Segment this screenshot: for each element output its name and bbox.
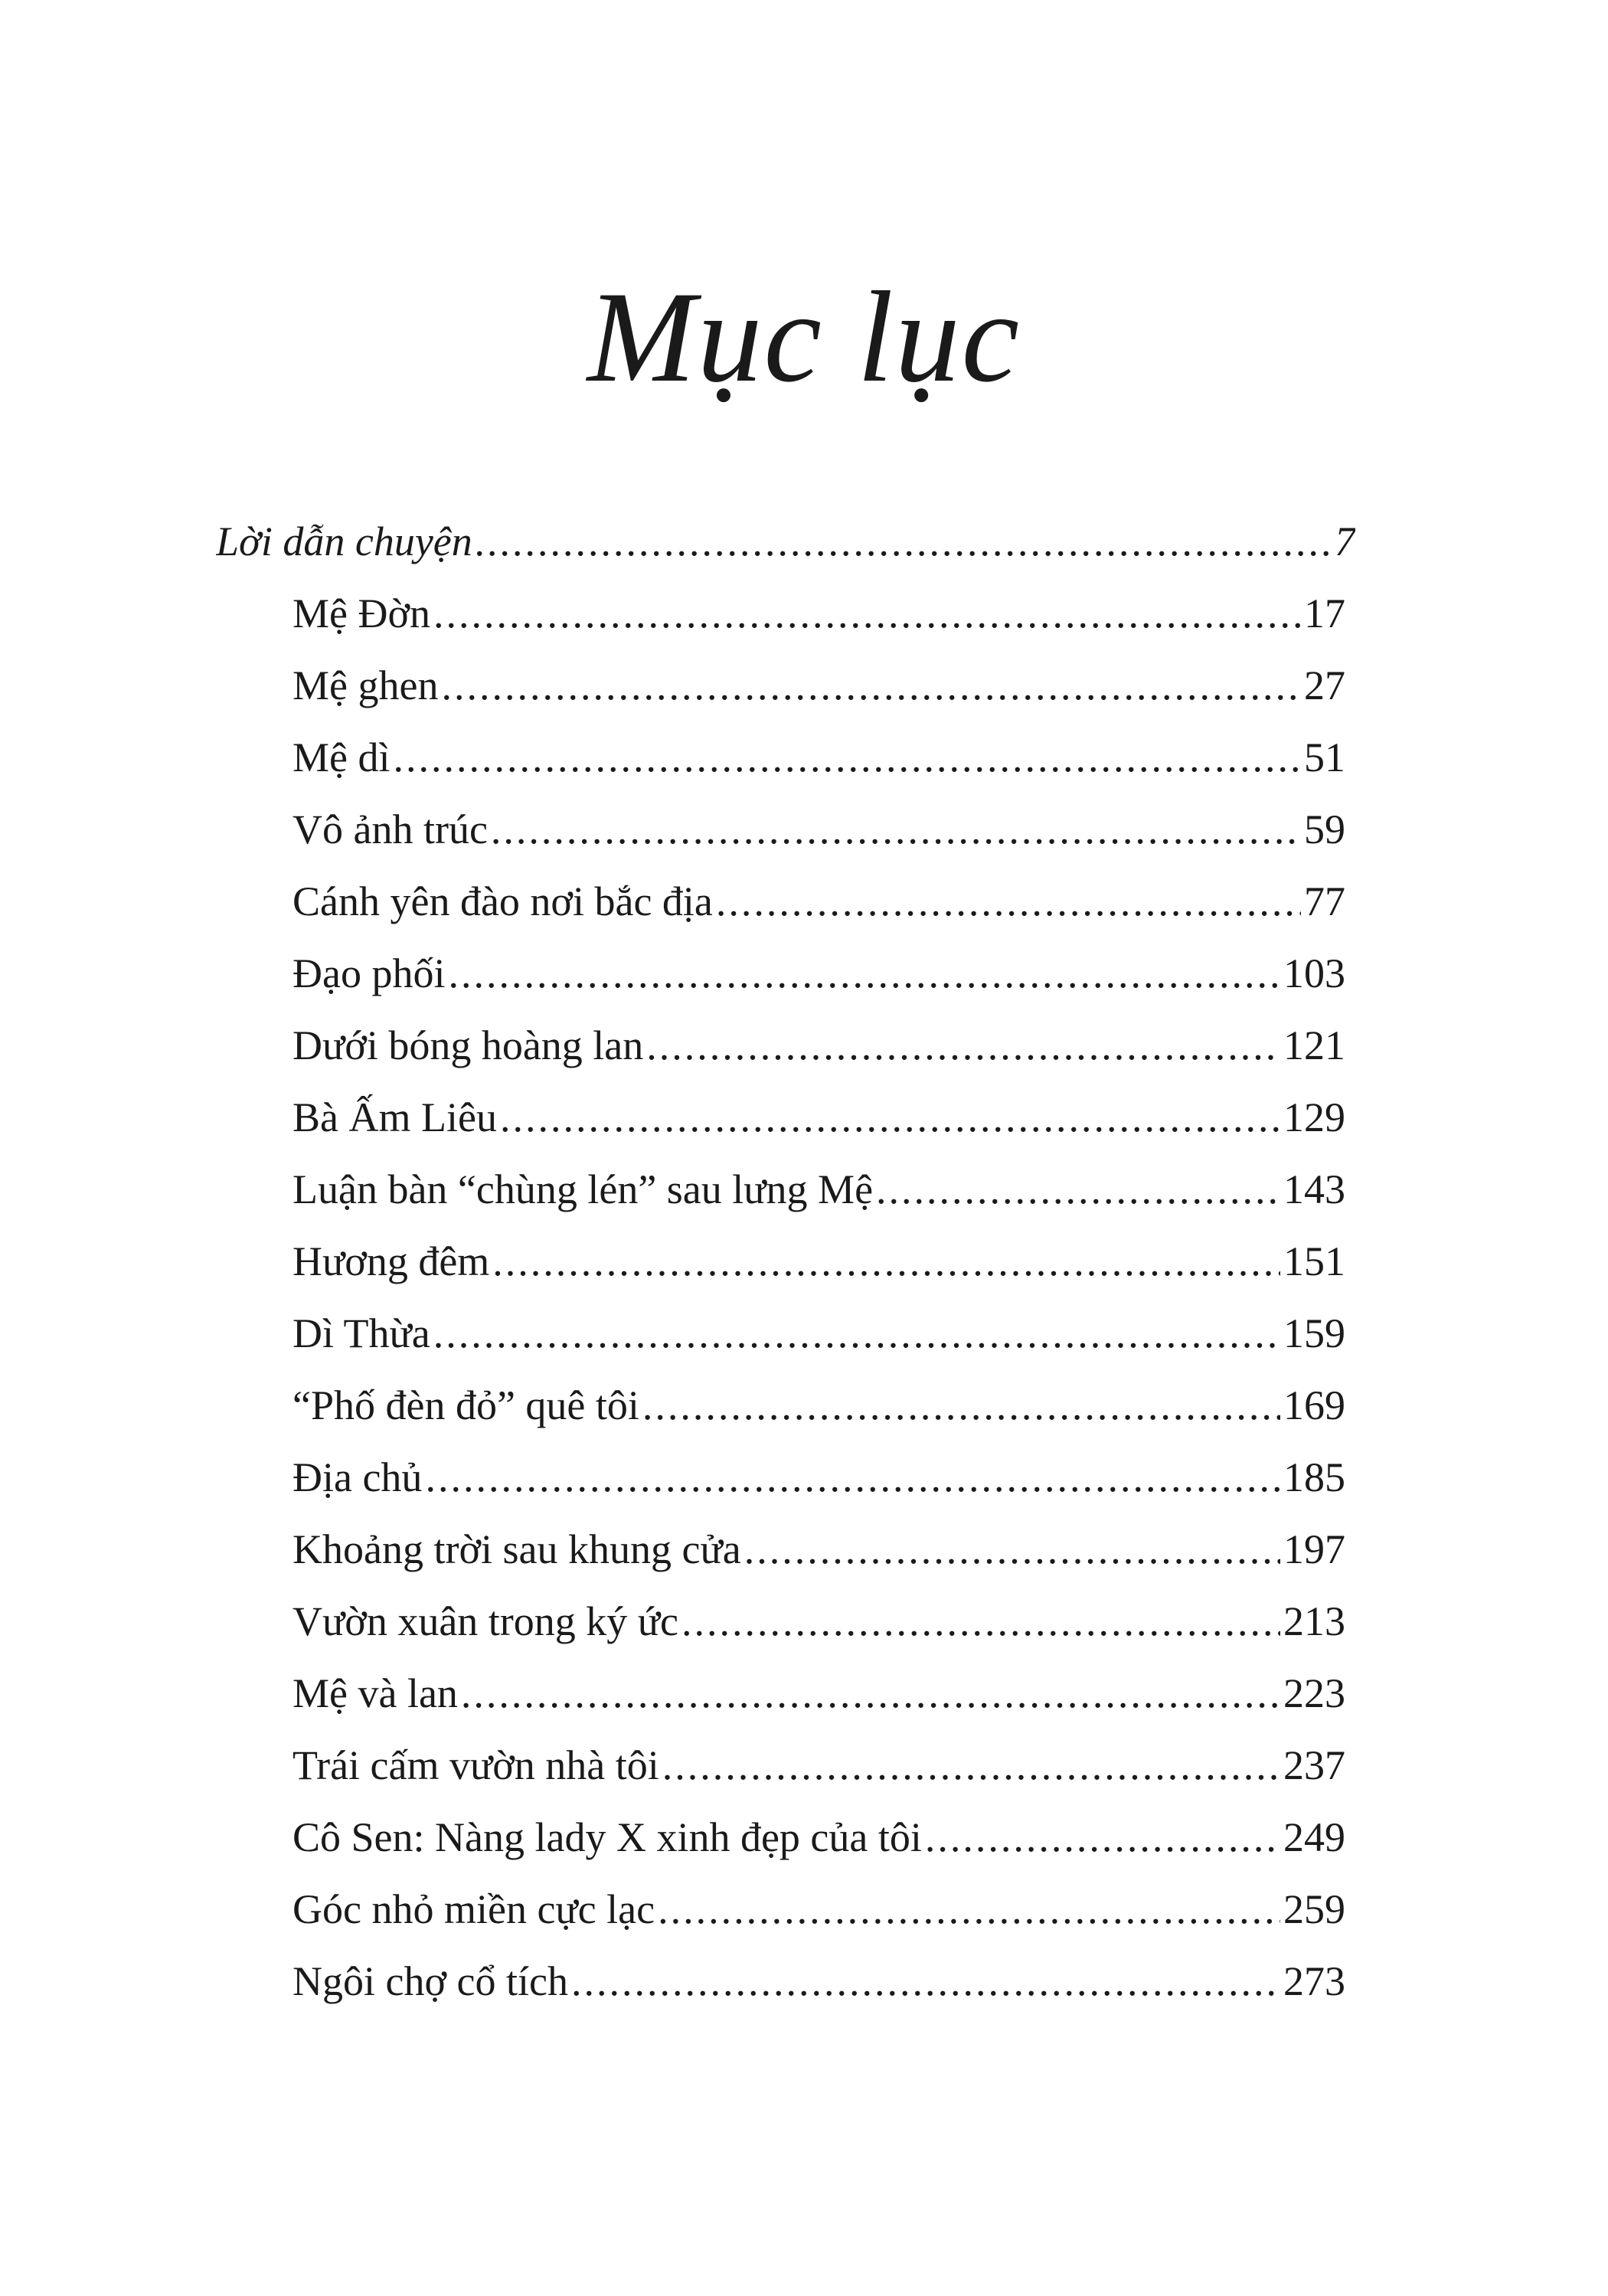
toc-entry [293,937,1345,1009]
toc-entry-title: Góc nhỏ miền cực lạc [293,1886,655,1932]
toc-entry [293,865,1345,937]
dot-leader [662,1729,1280,1801]
toc-entry-title: Ngôi chợ cổ tích [293,1958,568,2004]
dot-leader [876,1153,1280,1225]
toc-entry-page: 273 [1283,1958,1345,2004]
toc-entry-title: Bà Ấm Liêu [293,1094,497,1140]
toc-entry [293,1657,1345,1729]
toc-entry [293,1441,1345,1513]
dot-leader [441,649,1301,721]
toc-entry-intro [216,505,1355,577]
page-title: Mục lục [587,265,1021,409]
toc-entry [293,1873,1345,1945]
toc-entry-title: “Phố đèn đỏ” quê tôi [293,1382,639,1428]
dot-leader [925,1801,1280,1873]
dot-leader [433,577,1301,649]
toc-entry-page: 143 [1283,1166,1345,1212]
dot-leader [571,1945,1280,2017]
toc-entry-title: Mệ dì [293,734,391,780]
dot-leader [716,865,1301,937]
toc-entry-page: 169 [1283,1382,1345,1428]
toc-entry-title: Lời dẫn chuyện [216,518,472,564]
toc-entry-title: Mệ và lan [293,1670,458,1716]
toc-entry [293,649,1345,721]
toc-entry [293,1153,1345,1225]
toc-entry-page: 121 [1283,1022,1345,1068]
toc-entry-page: 151 [1283,1238,1345,1284]
toc-entry-page: 7 [1335,518,1355,564]
dot-leader [433,1297,1280,1369]
toc-entry-title: Mệ Đờn [293,590,431,636]
toc-entry-title: Vô ảnh trúc [293,806,488,852]
toc-entry-page: 129 [1283,1094,1345,1140]
toc-entry [293,577,1345,649]
toc-entry-page: 17 [1304,590,1345,636]
toc-entry [293,1945,1345,2017]
dot-leader [658,1873,1280,1945]
toc-entry-title: Dưới bóng hoàng lan [293,1022,644,1068]
toc-entry-page: 27 [1304,662,1345,708]
dot-leader [394,721,1302,793]
dot-leader [476,505,1332,577]
toc-entry-page: 259 [1283,1886,1345,1932]
toc-entry-page: 223 [1283,1670,1345,1716]
toc-entry-title: Luận bàn “chùng lén” sau lưng Mệ [293,1166,874,1212]
toc-entry-page: 59 [1304,806,1345,852]
toc-entry [293,1369,1345,1441]
toc-entry-page: 213 [1283,1598,1345,1644]
toc-entry-title: Vườn xuân trong ký ức [293,1598,679,1644]
dot-leader [492,1225,1280,1297]
toc-entry-title: Mệ ghen [293,662,439,708]
dot-leader [642,1369,1280,1441]
toc-entry [293,721,1345,793]
toc-entry-page: 237 [1283,1742,1345,1788]
toc-entry [293,1081,1345,1153]
toc-entry [293,1225,1345,1297]
toc-entry-page: 185 [1283,1454,1345,1500]
toc-entry-page: 197 [1283,1526,1345,1572]
dot-leader [646,1009,1280,1081]
toc-entry [293,1297,1345,1369]
toc-entry-page: 77 [1304,878,1345,924]
toc-entry-page: 249 [1283,1814,1345,1860]
toc-entry-title: Khoảng trời sau khung cửa [293,1526,741,1572]
dot-leader [425,1441,1280,1513]
toc-entry-title: Địa chủ [293,1454,423,1500]
toc-entry-title: Trái cấm vườn nhà tôi [293,1742,659,1788]
toc-entry [293,1585,1345,1657]
dot-leader [500,1081,1280,1153]
table-of-contents [0,505,1608,2017]
toc-entry-title: Hương đêm [293,1238,490,1284]
dot-leader [448,937,1280,1009]
dot-leader [681,1585,1280,1657]
toc-entry-page: 159 [1283,1310,1345,1356]
toc-entry-title: Dì Thừa [293,1310,430,1356]
toc-entry [293,1729,1345,1801]
dot-leader [491,793,1301,865]
dot-leader [744,1513,1280,1585]
toc-entry-page: 51 [1304,734,1345,780]
toc-entry [293,1801,1345,1873]
toc-entry-title: Đạo phối [293,950,446,996]
toc-entry [293,1009,1345,1081]
toc-entry-page: 103 [1283,950,1345,996]
toc-entry [293,1513,1345,1585]
dot-leader [461,1657,1280,1729]
toc-entry-title: Cánh yên đào nơi bắc địa [293,878,713,924]
toc-entry-title: Cô Sen: Nàng lady X xinh đẹp của tôi [293,1814,922,1860]
toc-entry [293,793,1345,865]
